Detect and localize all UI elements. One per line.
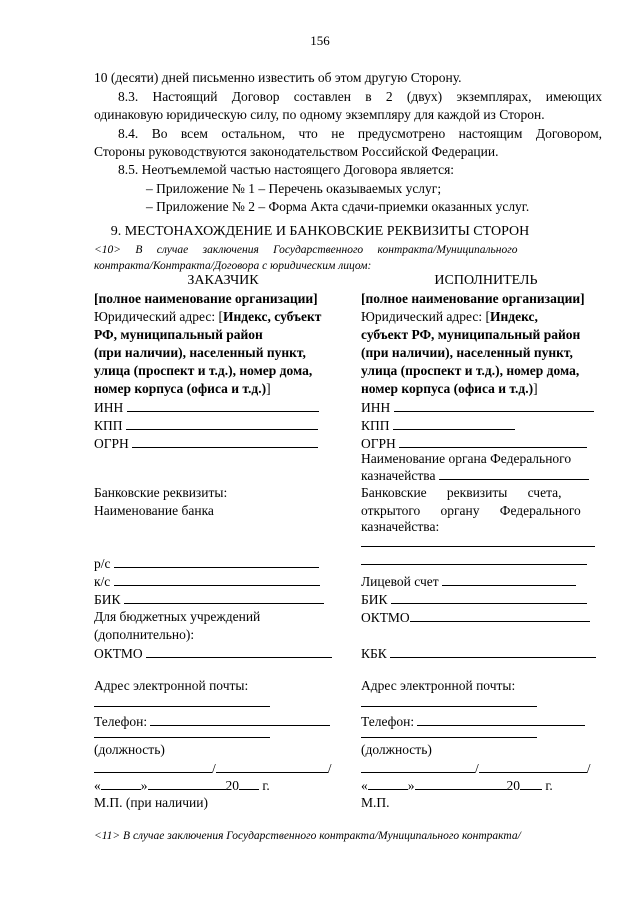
executor-treasury-blank[interactable]	[439, 467, 589, 480]
customer-phone-blank[interactable]	[150, 713, 330, 726]
executor-date-open: «	[361, 778, 368, 793]
executor-treasury-field[interactable]	[361, 467, 589, 484]
customer-email-label: Адрес электронной почты:	[94, 678, 249, 693]
executor-year-prefix: 20	[506, 778, 520, 793]
customer-heading: ЗАКАЗЧИК	[187, 273, 259, 288]
customer-bank-details: Банковские реквизиты:	[94, 485, 228, 500]
customer-signature-slash: /	[212, 761, 216, 776]
customer-year-blank[interactable]	[239, 777, 259, 790]
executor-account-label: Лицевой счет	[361, 574, 439, 589]
executor-kbk-label: КБК	[361, 646, 387, 661]
customer-day-blank[interactable]	[101, 777, 141, 790]
executor-signature-blank[interactable]	[361, 760, 475, 773]
footnote-11: <11> В случае заключения Государственного контракта/Муниципального контракта/	[94, 830, 521, 842]
executor-oktmo-blank[interactable]	[410, 609, 590, 622]
executor-year-blank[interactable]	[520, 777, 542, 790]
customer-position-label: (должность)	[94, 742, 165, 757]
paragraph-8-3-line2: одинаковую юридическую силу, по одному экземпляру для каждой из Сторон.	[94, 107, 545, 122]
executor-address-line4: улица (проспект и т.д.), номер дома,	[361, 363, 580, 378]
executor-kpp-label: КПП	[361, 418, 390, 433]
executor-day-blank[interactable]	[368, 777, 408, 790]
executor-ogrn-blank[interactable]	[399, 435, 587, 448]
executor-bank-blank-1[interactable]	[361, 546, 595, 547]
customer-budget-line2: (дополнительно):	[94, 627, 195, 642]
executor-phone-field[interactable]	[361, 713, 585, 730]
customer-phone-field[interactable]	[94, 713, 330, 730]
customer-oktmo-blank[interactable]	[146, 645, 332, 658]
customer-kpp-blank[interactable]	[126, 417, 318, 430]
executor-stamp: М.П.	[361, 795, 390, 810]
footnote-10-line1: <10> В случае заключения Государственного контракта/Муниципального	[94, 244, 518, 256]
customer-org-name: [полное наименование организации]	[94, 291, 318, 306]
page-number: 156	[310, 33, 330, 48]
executor-treasury-label: казначейства	[361, 468, 436, 483]
customer-name-slash: /	[327, 761, 332, 776]
customer-year-suffix: г.	[262, 778, 270, 793]
customer-month-blank[interactable]	[148, 777, 226, 790]
customer-inn-blank[interactable]	[127, 399, 319, 412]
executor-org-name: [полное наименование организации]	[361, 291, 585, 306]
paragraph-8-4-line2: Стороны руководствуются законодательством Российской Федерации.	[94, 144, 499, 159]
paragraph-continuation: 10 (десяти) дней письменно известить об этом другую Сторону.	[94, 70, 462, 85]
customer-rs-blank[interactable]	[114, 555, 319, 568]
executor-phone-blank[interactable]	[417, 713, 585, 726]
customer-oktmo-field[interactable]	[94, 645, 332, 662]
customer-rs-label: р/с	[94, 556, 111, 571]
customer-date-field[interactable]	[94, 777, 270, 794]
customer-rs-field[interactable]	[94, 555, 319, 572]
customer-address-index: Индекс, субъект	[223, 309, 322, 324]
executor-inn-label: ИНН	[361, 400, 391, 415]
appendix-2: – Приложение № 2 – Форма Акта сдачи-приемки оказанных услуг.	[146, 199, 530, 214]
executor-inn-blank[interactable]	[394, 399, 594, 412]
executor-ogrn-label: ОГРН	[361, 436, 396, 451]
customer-position-blank[interactable]	[94, 737, 270, 738]
executor-email-blank[interactable]	[361, 706, 537, 707]
executor-kbk-blank[interactable]	[390, 645, 596, 658]
executor-bik-field[interactable]	[361, 591, 587, 608]
executor-kpp-field[interactable]	[361, 417, 515, 434]
customer-bik-blank[interactable]	[124, 591, 324, 604]
executor-position-blank[interactable]	[361, 737, 537, 738]
customer-date-open: «	[94, 778, 101, 793]
customer-bank-name: Наименование банка	[94, 503, 214, 518]
executor-oktmo-field[interactable]	[361, 609, 590, 626]
executor-bank-blank-2[interactable]	[361, 564, 587, 565]
executor-email-label: Адрес электронной почты:	[361, 678, 516, 693]
executor-oktmo-label: ОКТМО	[361, 610, 410, 625]
customer-ks-field[interactable]	[94, 573, 320, 590]
executor-address-line1	[361, 309, 538, 325]
executor-kpp-blank[interactable]	[393, 417, 515, 430]
paragraph-8-3-line1: 8.3. Настоящий Договор составлен в 2 (двух) экземплярах, имеющих	[118, 89, 602, 104]
customer-address-close: ]	[266, 381, 271, 396]
customer-address-line5	[94, 381, 271, 397]
customer-signature-field[interactable]	[94, 760, 332, 777]
paragraph-8-4-line1: 8.4. Во всем остальном, что не предусмотрено настоящим Договором,	[118, 126, 602, 141]
customer-ogrn-field[interactable]	[94, 435, 318, 452]
customer-address-building: номер корпуса (офиса и т.д.)	[94, 381, 267, 396]
customer-ks-label: к/с	[94, 574, 111, 589]
executor-address-close: ]	[533, 381, 538, 396]
executor-kbk-field[interactable]	[361, 645, 596, 662]
customer-address-line3: (при наличии), населенный пункт,	[94, 345, 306, 360]
customer-phone-label: Телефон:	[94, 714, 148, 729]
customer-stamp: М.П. (при наличии)	[94, 795, 208, 810]
executor-year-suffix: г.	[545, 778, 553, 793]
executor-phone-label: Телефон:	[361, 714, 415, 729]
executor-date-field[interactable]	[361, 777, 553, 794]
customer-bik-label: БИК	[94, 592, 121, 607]
customer-oktmo-label: ОКТМО	[94, 646, 143, 661]
footnote-10-line2: контракта/Контракта/Договора с юридическим лицом:	[94, 260, 372, 272]
executor-bik-label: БИК	[361, 592, 388, 607]
executor-account-field[interactable]	[361, 573, 576, 590]
executor-bik-blank[interactable]	[391, 591, 587, 604]
executor-inn-field[interactable]	[361, 399, 594, 416]
executor-ogrn-field[interactable]	[361, 435, 587, 452]
customer-date-close: »	[140, 778, 148, 793]
executor-signature-slash: /	[475, 761, 479, 776]
customer-email-blank[interactable]	[94, 706, 270, 707]
executor-name-slash: /	[586, 761, 591, 776]
customer-ks-blank[interactable]	[114, 573, 320, 586]
executor-name-blank[interactable]	[479, 760, 587, 773]
executor-treasury-line1: Наименование органа Федерального	[361, 451, 572, 466]
customer-bik-field[interactable]	[94, 591, 324, 608]
executor-address-index: Индекс,	[490, 309, 538, 324]
customer-signature-blank[interactable]	[94, 760, 212, 773]
customer-ogrn-blank[interactable]	[132, 435, 318, 448]
executor-address-label: Юридический адрес: [	[361, 309, 490, 324]
executor-address-building: номер корпуса (офиса и т.д.)	[361, 381, 534, 396]
paragraph-8-5: 8.5. Неотъемлемой частью настоящего Договора является:	[118, 162, 455, 177]
customer-address-label: Юридический адрес: [	[94, 309, 223, 324]
executor-bank-line2: открытого органу Федерального	[361, 503, 581, 518]
customer-name-blank[interactable]	[216, 760, 328, 773]
executor-account-blank[interactable]	[442, 573, 576, 586]
customer-kpp-field[interactable]	[94, 417, 318, 434]
appendix-1: – Приложение № 1 – Перечень оказываемых услуг;	[146, 181, 442, 196]
customer-inn-label: ИНН	[94, 400, 124, 415]
executor-bank-line1: Банковские реквизиты счета,	[361, 485, 562, 500]
customer-ogrn-label: ОГРН	[94, 436, 129, 451]
executor-address-line5	[361, 381, 538, 397]
customer-kpp-label: КПП	[94, 418, 123, 433]
executor-signature-field[interactable]	[361, 760, 591, 777]
customer-inn-field[interactable]	[94, 399, 319, 416]
customer-address-line4: улица (проспект и т.д.), номер дома,	[94, 363, 313, 378]
executor-date-close: »	[407, 778, 415, 793]
executor-address-line3: (при наличии), населенный пункт,	[361, 345, 573, 360]
executor-month-blank[interactable]	[415, 777, 507, 790]
customer-budget-line1: Для бюджетных учреждений	[94, 609, 261, 624]
executor-position-label: (должность)	[361, 742, 432, 757]
customer-address-line1	[94, 309, 321, 325]
customer-year-prefix: 20	[225, 778, 239, 793]
section-heading: 9. МЕСТОНАХОЖДЕНИЕ И БАНКОВСКИЕ РЕКВИЗИТЫ СТОРОН	[110, 224, 530, 239]
executor-bank-line3: казначейства:	[361, 519, 440, 534]
executor-address-line2: субъект РФ, муниципальный район	[361, 327, 581, 342]
executor-heading: ИСПОЛНИТЕЛЬ	[434, 273, 538, 288]
customer-address-line2: РФ, муниципальный район	[94, 327, 263, 342]
